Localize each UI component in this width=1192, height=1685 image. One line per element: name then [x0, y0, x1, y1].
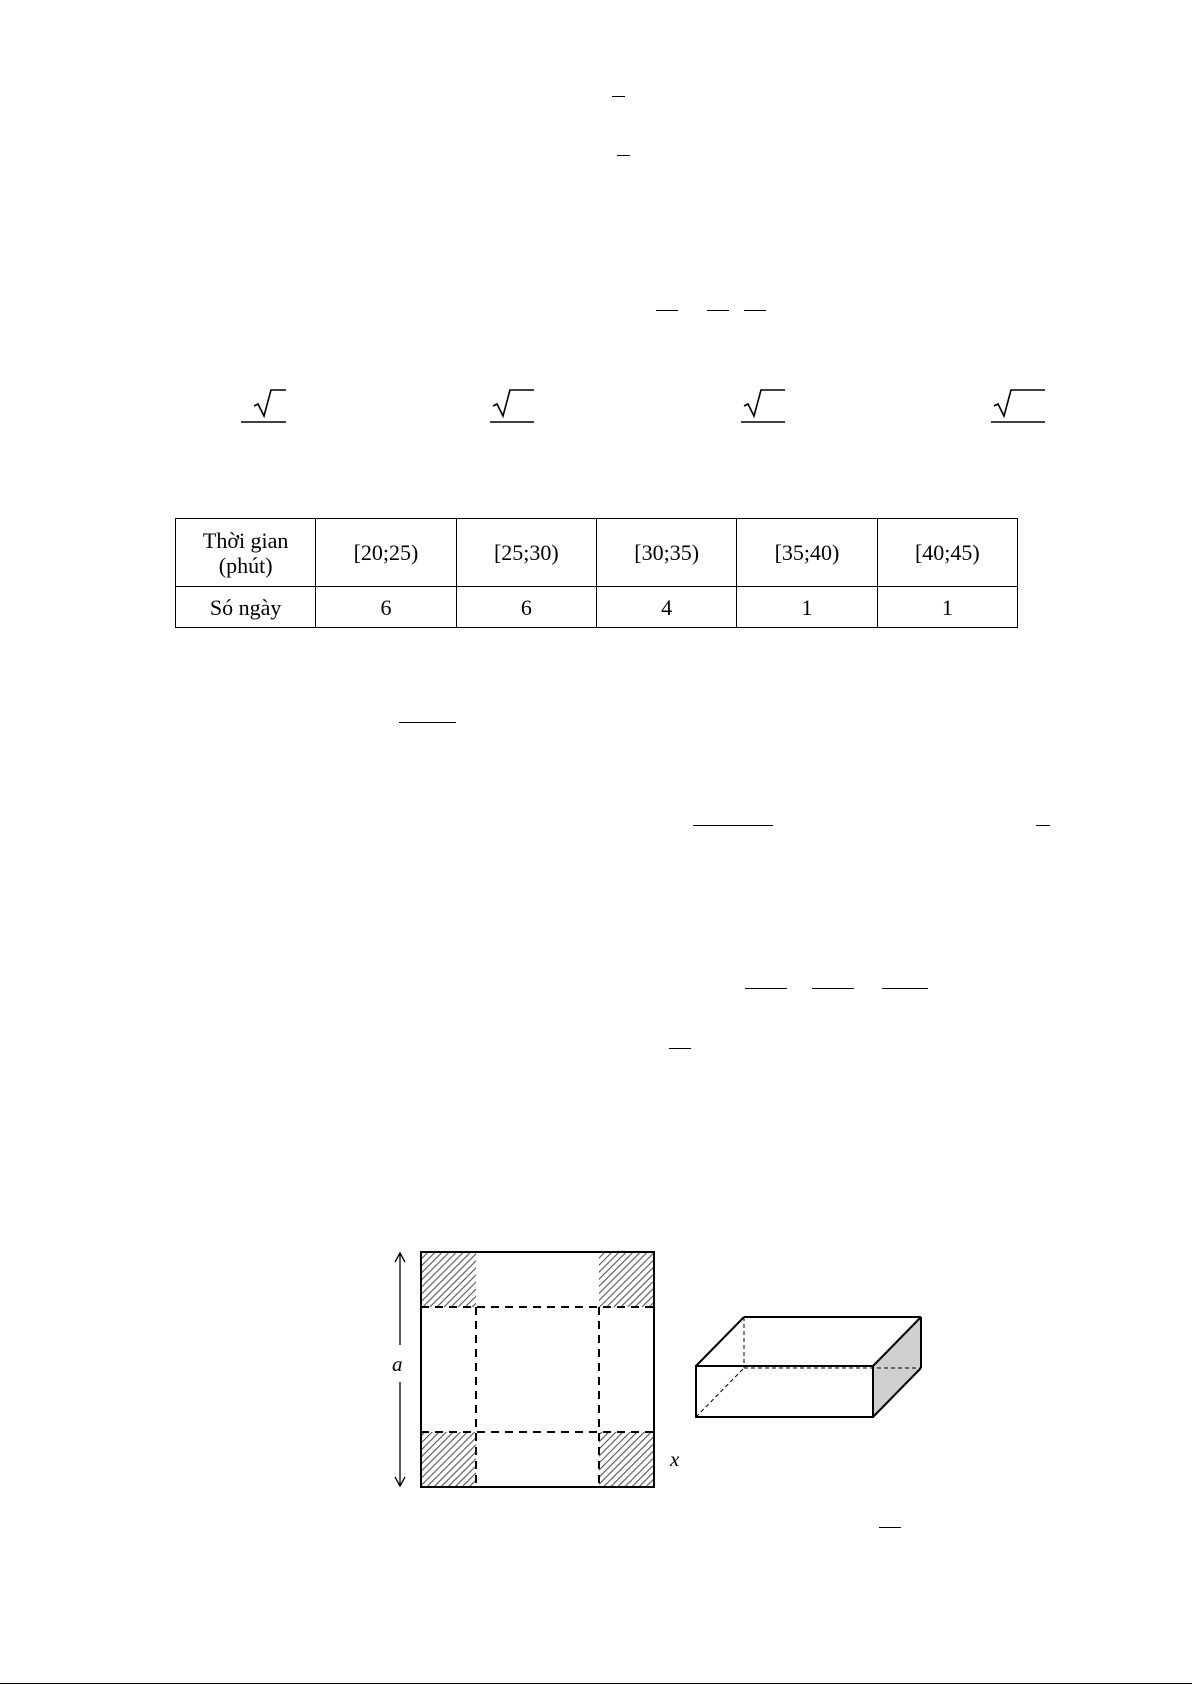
sqrt-fraction-option-c: [740, 388, 790, 424]
sqrt-fraction-option-d: [990, 388, 1050, 424]
interval-cell: [20;25): [316, 519, 456, 587]
table-row-intervals: [176, 519, 1018, 587]
fraction-bar: [744, 310, 766, 311]
count-cell: 1: [737, 587, 877, 628]
fraction-bar: [879, 1527, 901, 1528]
cut-corner-bottom-right: [599, 1432, 654, 1487]
fraction-bar: [1036, 825, 1050, 826]
count-cell: 4: [596, 587, 736, 628]
table-row-counts: [176, 587, 1018, 628]
box-net-figure: [385, 1245, 695, 1495]
interval-cell: [25;30): [456, 519, 596, 587]
fraction-bar: [745, 988, 787, 989]
cut-length-label: x: [670, 1447, 680, 1471]
fraction-bar: [656, 310, 678, 311]
fraction-bar: [612, 96, 625, 97]
interval-cell: [30;35): [596, 519, 736, 587]
footer-rule: [0, 1683, 1192, 1684]
fraction-bar: [693, 825, 773, 826]
fraction-bar: [617, 155, 630, 156]
cut-corner-top-left: [421, 1252, 476, 1307]
interval-cell: [40;45): [877, 519, 1017, 587]
fraction-bar: [882, 988, 928, 989]
cut-corner-bottom-left: [421, 1432, 476, 1487]
fraction-bar: [707, 310, 729, 311]
box-shaded-side: [873, 1317, 921, 1417]
fraction-bar: [669, 1048, 691, 1049]
interval-cell: [35;40): [737, 519, 877, 587]
count-cell: 1: [877, 587, 1017, 628]
sqrt-fraction-option-a: [240, 388, 290, 424]
count-cell: 6: [316, 587, 456, 628]
sqrt-fraction-option-b: [489, 388, 539, 424]
frequency-table: [175, 518, 1018, 628]
cut-corner-top-right: [599, 1252, 654, 1307]
fraction-bar: [399, 722, 456, 723]
count-cell: 6: [456, 587, 596, 628]
table-header-time: Thời gian (phút): [176, 519, 316, 587]
table-header-days: Só ngày: [176, 587, 316, 628]
side-length-label: a: [392, 1352, 403, 1376]
fraction-bar: [812, 988, 854, 989]
open-box-figure: [690, 1310, 930, 1420]
